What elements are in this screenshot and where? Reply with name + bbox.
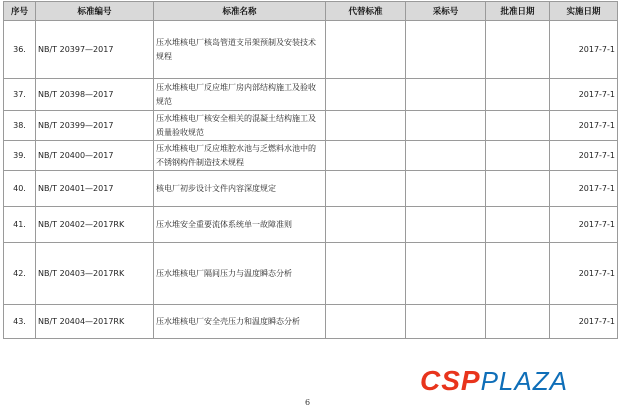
row-code: NB/T 20403—2017RK (36, 243, 154, 305)
row-adopted (406, 79, 486, 111)
header-approval-date: 批准日期 (486, 2, 550, 21)
row-adopted (406, 171, 486, 207)
header-adopted-number: 采标号 (406, 2, 486, 21)
table-row (4, 21, 618, 79)
csp-plaza-logo (420, 365, 568, 397)
row-replaces (326, 305, 406, 339)
row-approved (486, 305, 550, 339)
row-name: 核电厂初步设计文件内容深度规定 (154, 171, 326, 207)
standards-table (3, 1, 618, 339)
row-replaces (326, 141, 406, 171)
row-adopted (406, 141, 486, 171)
header-standard-name: 标准名称 (154, 2, 326, 21)
row-name: 压水堆核电厂隔间压力与温度瞬态分析 (154, 243, 326, 305)
row-replaces (326, 207, 406, 243)
table-row (4, 243, 618, 305)
table-row (4, 171, 618, 207)
row-approved (486, 207, 550, 243)
row-replaces (326, 171, 406, 207)
row-serial: 38. (4, 111, 36, 141)
row-name: 压水堆核电厂核岛管道支吊架预制及安装技术规程 (154, 21, 326, 79)
header-effective-date: 实施日期 (550, 2, 618, 21)
table-row (4, 111, 618, 141)
row-replaces (326, 243, 406, 305)
logo-csp-text: CSP (420, 365, 481, 396)
row-approved (486, 171, 550, 207)
header-standard-code: 标准编号 (36, 2, 154, 21)
row-code: NB/T 20402—2017RK (36, 207, 154, 243)
row-adopted (406, 21, 486, 79)
row-effective: 2017-7-1 (550, 243, 618, 305)
row-serial: 39. (4, 141, 36, 171)
row-code: NB/T 20398—2017 (36, 79, 154, 111)
row-serial: 37. (4, 79, 36, 111)
row-adopted (406, 111, 486, 141)
row-serial: 41. (4, 207, 36, 243)
row-effective: 2017-7-1 (550, 21, 618, 79)
row-replaces (326, 111, 406, 141)
row-serial: 43. (4, 305, 36, 339)
header-replaces: 代替标准 (326, 2, 406, 21)
row-approved (486, 141, 550, 171)
row-effective: 2017-7-1 (550, 79, 618, 111)
row-effective: 2017-7-1 (550, 141, 618, 171)
row-code: NB/T 20404—2017RK (36, 305, 154, 339)
row-effective: 2017-7-1 (550, 171, 618, 207)
row-approved (486, 243, 550, 305)
row-adopted (406, 243, 486, 305)
row-name: 压水堆核电厂反应堆厂房内部结构施工及验收规范 (154, 79, 326, 111)
row-effective: 2017-7-1 (550, 207, 618, 243)
logo-plaza-text: PLAZA (480, 366, 568, 396)
row-code: NB/T 20401—2017 (36, 171, 154, 207)
row-code: NB/T 20399—2017 (36, 111, 154, 141)
row-name: 压水堆安全重要流体系统单一故障准则 (154, 207, 326, 243)
table-row (4, 79, 618, 111)
row-name: 压水堆核电厂核安全相关的混凝土结构施工及质量验收规范 (154, 111, 326, 141)
row-adopted (406, 305, 486, 339)
table-row (4, 141, 618, 171)
row-adopted (406, 207, 486, 243)
row-replaces (326, 79, 406, 111)
row-serial: 42. (4, 243, 36, 305)
row-replaces (326, 21, 406, 79)
row-code: NB/T 20397—2017 (36, 21, 154, 79)
row-code: NB/T 20400—2017 (36, 141, 154, 171)
header-serial: 序号 (4, 2, 36, 21)
row-serial: 36. (4, 21, 36, 79)
row-serial: 40. (4, 171, 36, 207)
table-header-row (4, 2, 618, 21)
row-approved (486, 21, 550, 79)
table-row (4, 305, 618, 339)
table-row (4, 207, 618, 243)
row-name: 压水堆核电厂安全壳压力和温度瞬态分析 (154, 305, 326, 339)
row-effective: 2017-7-1 (550, 111, 618, 141)
row-approved (486, 111, 550, 141)
row-effective: 2017-7-1 (550, 305, 618, 339)
page-number: 6 (305, 398, 311, 407)
row-approved (486, 79, 550, 111)
row-name: 压水堆核电厂反应堆腔水池与乏燃料水池中的不锈钢构件制造技术规程 (154, 141, 326, 171)
